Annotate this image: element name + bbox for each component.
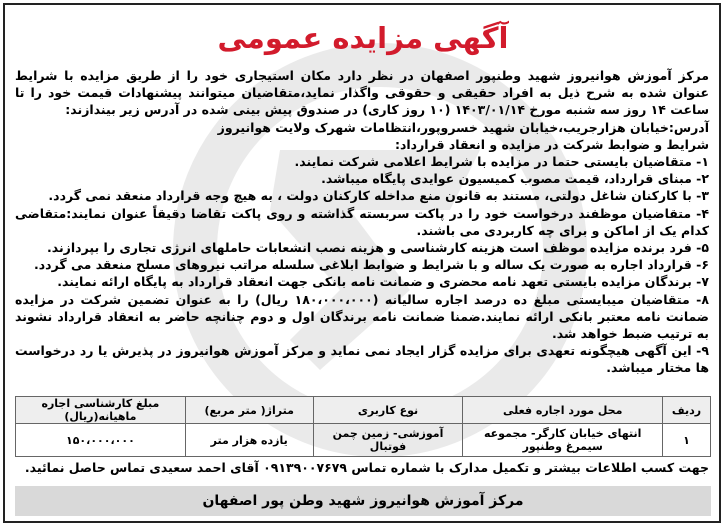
condition-item: ۲- مبنای قرارداد، قیمت مصوب کمیسیون عوایدی پایگاه میباشد. [321, 171, 709, 187]
address-line: آدرس:خیابان هزارجریب،خیابان شهید خسروپور،انتظامات شهرک ولایت هوانیروز [217, 119, 709, 135]
condition-item: ۴- متقاضیان موظفند درخواست خود را در پاکت سربسته گذاشته و روی پاکت تقاضا دقیقاً عنوان نمایند:متقاضی کدام یک از اماکن و برای چه کاربردی می باشند. [15, 205, 709, 238]
contact-info: جهت کسب اطلاعات بیشتر و تکمیل مدارک با شماره تماس ۰۹۱۳۹۰۰۷۶۷۹ آقای احمد سعیدی تماس حاصل نمائید. [24, 460, 709, 475]
conditions-title: شرایط و ضوابط شرکت در مزایده و انعقاد قرارداد: [394, 136, 709, 152]
header-row-number: ردیف [663, 397, 711, 424]
condition-item: ۷- برندگان مزایده بایستی تعهد نامه محضری و ضمانت نامه بانکی جهت انعقاد قرارداد به پایگاه ارائه نمایند. [57, 274, 709, 290]
condition-item: ۸- متقاضیان میبایستی مبلغ ده درصد اجاره سالیانه (۱۸۰،۰۰۰،۰۰۰ ریال) را به عنوان تضمین شرکت در مزایده ضمانت نامه معتبر بانکی ارائه نمایند.ضمنا ضمانت نامه برندگان اول و دوم چنانچه حاضر به انعقاد قرارداد نشوند به ترتیب ضبط خواهد شد. [15, 291, 709, 342]
footer-organization: مرکز آموزش هوانیروز شهید وطن پور اصفهان [15, 486, 711, 516]
property-table [15, 396, 711, 457]
table-row [16, 424, 711, 457]
condition-item: ۵- فرد برنده مزایده موظف است هزینه کارشناسی و هزینه نصب انشعابات حاملهای انرژی تجاری را بپردازند. [47, 240, 709, 256]
notice-body [15, 67, 709, 377]
cell-area: یازده هزار متر [185, 424, 313, 457]
header-monthly-rent: مبلغ کارشناسی اجاره ماهیانه(ریال) [16, 397, 186, 424]
cell-location: انتهای خیابان کارگر- مجموعه سیمرغ وطنپور [463, 424, 663, 457]
condition-item: ۹- این آگهی هیچگونه تعهدی برای مزایده گزار ایجاد نمی نماید و مرکز آموزش هوانیروز در پذیرش یا رد درخواست ها مختار میباشد. [15, 343, 709, 376]
cell-monthly-rent: ۱۵۰،۰۰۰،۰۰۰ [16, 424, 186, 457]
header-area: متراژ( متر مربع) [185, 397, 313, 424]
condition-item: ۱- متقاضیان بایستی حتما در مزایده با شرایط اعلامی شرکت نمایند. [294, 154, 709, 170]
condition-item: ۶- قرارداد اجاره به صورت یک ساله و با شرایط و ضوابط ابلاغی سلسله مراتب نیروهای مسلح منعقد می گردد. [34, 257, 709, 273]
cell-row-number: ۱ [663, 424, 711, 457]
intro-paragraph: مرکز آموزش هوانیروز شهید وطنپور اصفهان در نظر دارد مکان استیجاری خود را از طریق مزایده با شرایط عنوان شده به شرح ذیل به افراد حقیقی و حقوقی واگذار نماید،متقاضیان میتوانند پیشنهادات قیمت خود را تا ساعت ۱۴ روز سه شنبه مورخ ۱۴۰۳/۰۱/۱۴ (۱۰ روز کاری) در صندوق پیش بینی شده در آدرس زیر بیندازند: [15, 68, 709, 118]
header-location: محل مورد اجاره فعلی [463, 397, 663, 424]
table-header-row [16, 397, 711, 424]
condition-item: ۳- با کارکنان شاغل دولتی، مستند به قانون منع مداخله کارکنان دولت ، به هیچ وجه قرارداد منعقد نمی گردد. [48, 188, 709, 204]
header-usage: نوع کاربری [313, 397, 463, 424]
notice-title: آگهی مزایده عمومی [217, 21, 509, 55]
cell-usage: آموزشی- زمین چمن فوتبال [313, 424, 463, 457]
